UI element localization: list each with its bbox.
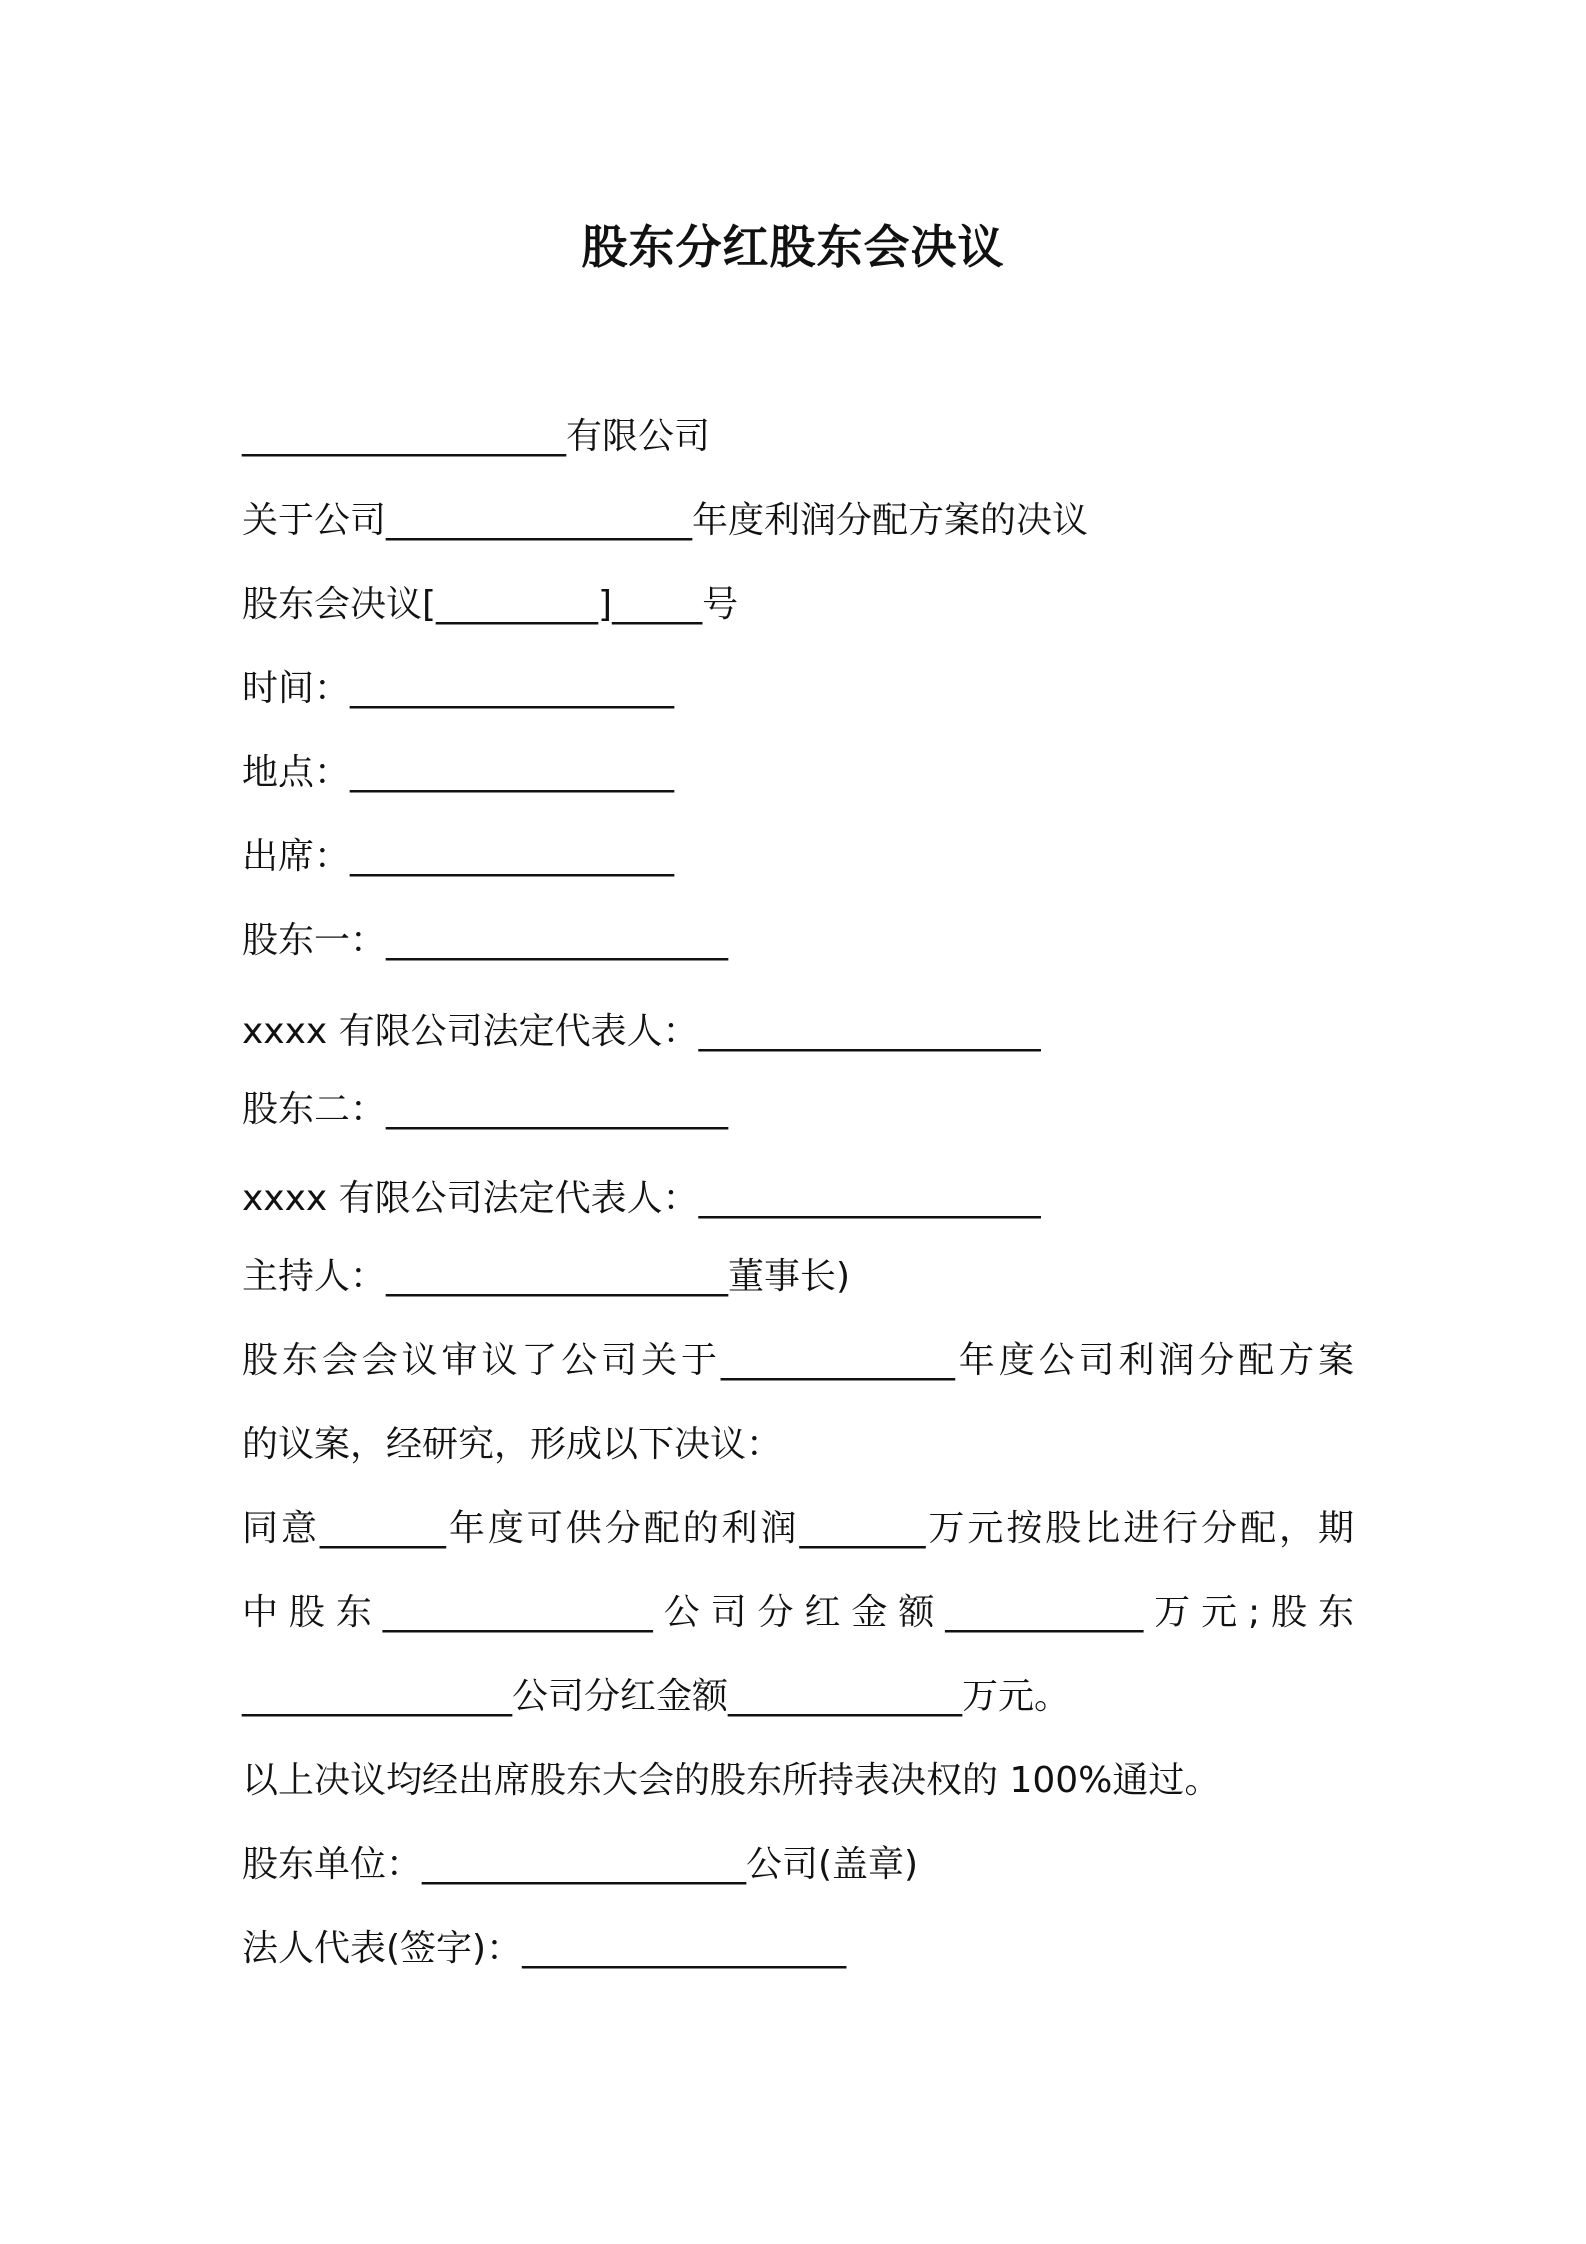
time-line: 时间：__________________ — [242, 668, 675, 709]
shareholder-unit-line: 股东单位：__________________公司(盖章) — [242, 1844, 919, 1885]
legal-representative-two-line: xxxx 有限公司法定代表人：___________________ — [242, 1178, 1041, 1219]
legal-representative-one-line: xxxx 有限公司法定代表人：___________________ — [242, 1011, 1041, 1052]
company-name-line: __________________有限公司 — [242, 416, 711, 457]
attendance-line: 出席：__________________ — [242, 836, 675, 877]
distribution-line-2: 中股东_______________公司分红金额___________万元;股东 — [242, 1592, 1354, 1633]
location-line: 地点：__________________ — [242, 752, 675, 793]
host-line: 主持人：___________________董事长) — [242, 1256, 851, 1297]
meeting-review-continuation: 的议案，经研究，形成以下决议： — [242, 1424, 783, 1465]
resolution-subject-line: 关于公司_________________年度利润分配方案的决议 — [242, 500, 1089, 541]
legal-representative-signature-line: 法人代表(签字)：__________________ — [242, 1928, 847, 1969]
distribution-line-1: 同意_______年度可供分配的利润_______万元按股比进行分配，期 — [242, 1508, 1354, 1549]
resolution-number-line: 股东会决议[_________]_____号 — [242, 584, 739, 625]
shareholder-two-line: 股东二：___________________ — [242, 1089, 729, 1130]
approval-line: 以上决议均经出席股东大会的股东所持表决权的 100%通过。 — [242, 1760, 1221, 1801]
shareholder-one-line: 股东一：___________________ — [242, 920, 729, 961]
distribution-line-3: _______________公司分红金额_____________万元。 — [242, 1676, 1071, 1717]
meeting-review-line: 股东会会议审议了公司关于_____________年度公司利润分配方案 — [242, 1340, 1354, 1381]
document-title: 股东分红股东会决议 — [581, 220, 1005, 274]
